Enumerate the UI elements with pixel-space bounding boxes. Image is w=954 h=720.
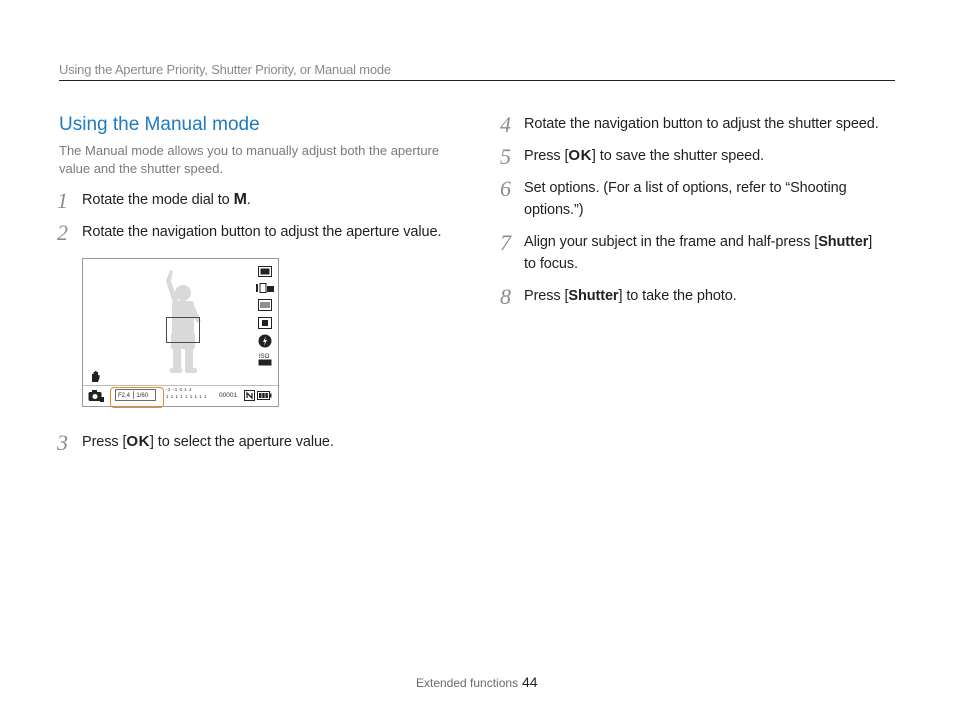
ok-button-icon: OK [568,147,592,164]
step-text-line: Set options. (For a list of options, refer to “Shooting [524,180,847,196]
aperture-value: F2.4 [118,393,131,399]
step-text-part: Align your subject in the frame and half-press [ [524,234,819,250]
step-text-line: to focus. [524,256,578,272]
step-text-part: Press [ [524,148,569,164]
page-breadcrumb: Using the Aperture Priority, Shutter Priority, or Manual mode [59,62,391,77]
photo-size-icon [258,266,272,277]
shutter-key-label: Shutter [818,234,869,250]
svg-text:ISO: ISO [259,354,270,360]
step-text-part: Press [ [524,288,569,304]
step-text [524,145,764,167]
step-text-part: ] to select the aperture value. [149,434,334,450]
metering-icon [258,317,272,329]
exposure-scale-top: -2 -1 0 1 2 [166,387,193,392]
camera-mode-icon [88,389,104,402]
status-bar [83,385,278,406]
step-text [82,189,251,211]
photo-size-10m-icon [256,283,274,293]
header-divider [59,80,895,81]
step-number: 5 [500,144,511,169]
step-number: 1 [57,188,68,213]
step-number: 8 [500,284,511,309]
footer-section-label: Extended functions [416,676,519,690]
step-text [524,177,847,221]
camera-screen-illustration [82,258,279,407]
step-text [524,231,872,275]
manual-mode-icon: M [233,191,247,208]
step-text-line: options.”) [524,202,584,218]
shutter-value: 1/60 [136,393,149,399]
step-number: 7 [500,230,511,255]
step-number: 6 [500,176,511,201]
step-text [82,431,334,453]
section-intro: The Manual mode allows you to manually adjust both the aperture value and the shutter speed. [59,143,440,176]
quality-icon [258,299,272,311]
step-text: Rotate the navigation button to adjust the shutter speed. [524,116,879,132]
step-text-part: ] to save the shutter speed. [591,148,765,164]
aperture-highlight [110,387,164,408]
step-number: 4 [500,112,511,137]
focus-frame [166,317,200,343]
step-text-line [524,231,872,253]
step-text-part: Press [ [82,434,127,450]
battery-icon [257,391,272,400]
ois-hand-icon [89,369,103,383]
step-text [524,285,737,307]
step-text-part: . [246,192,251,208]
shutter-key-label: Shutter [568,288,619,304]
flash-off-icon [258,334,272,348]
step-text: Rotate the navigation button to adjust the aperture value. [82,224,442,240]
step-text-part: ] to take the photo. [618,288,737,304]
exposure-scale-bottom: 1 1 1 1 1 1 1 1 1 [166,394,208,399]
internal-memory-icon [244,390,255,401]
section-title: Using the Manual mode [59,114,260,135]
step-text-part: Rotate the mode dial to [82,192,234,208]
ok-button-icon: OK [126,433,150,450]
step-number: 2 [57,220,68,245]
step-text-part: ] [868,234,873,250]
iso-icon [258,352,272,366]
shot-count: 00001 [219,392,238,399]
step-number: 3 [57,430,68,455]
page-number: 44 [522,674,538,690]
